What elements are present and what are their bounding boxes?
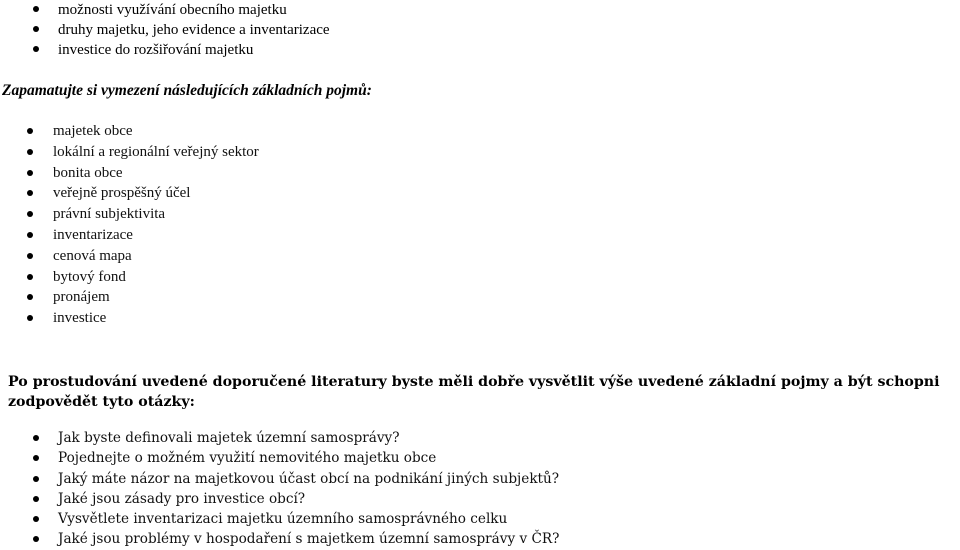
questions-list (58, 428, 559, 550)
list-item: investice (53, 308, 259, 329)
bullet-icon (33, 516, 39, 522)
list-item: právní subjektivita (53, 204, 259, 225)
list-item: Jaké jsou zásady pro investice obcí? (58, 489, 559, 509)
bullet-icon (33, 476, 39, 482)
bullet-icon (27, 274, 33, 280)
list-item: majetek obce (53, 121, 259, 142)
bullet-icon (33, 435, 39, 441)
bullet-icon (27, 170, 33, 176)
bullet-icon (27, 149, 33, 155)
list-item: lokální a regionální veřejný sektor (53, 142, 259, 163)
list-item: cenová mapa (53, 246, 259, 267)
list-item: veřejně prospěšný účel (53, 183, 259, 204)
list-item: investice do rozšiřování majetku (58, 40, 330, 60)
list-item: bytový fond (53, 267, 259, 288)
intro-topic-list (58, 0, 330, 60)
bullet-icon (33, 6, 39, 12)
concepts-heading: Zapamatujte si vymezení následujících základních pojmů: (2, 82, 372, 99)
list-item: Vysvětlete inventarizaci majetku územního samosprávného celku (58, 509, 559, 529)
list-item: Jaký máte názor na majetkovou účast obcí na podnikání jiných subjektů? (58, 469, 559, 489)
questions-heading: Po prostudování uvedené doporučené literatury byste měli dobře vysvětlit výše uvedené základní pojmy a být schopni zodpovědět tyto otázky: (8, 374, 940, 410)
bullet-icon (27, 253, 33, 259)
list-item: Jak byste definovali majetek územní samosprávy? (58, 428, 559, 448)
list-item: bonita obce (53, 163, 259, 184)
concepts-list (53, 121, 259, 329)
list-item: pronájem (53, 287, 259, 308)
bullet-icon (27, 190, 33, 196)
list-item: inventarizace (53, 225, 259, 246)
list-item: možnosti využívání obecního majetku (58, 0, 330, 20)
bullet-icon (33, 46, 39, 52)
bullet-icon (27, 232, 33, 238)
bullet-icon (27, 211, 33, 217)
list-item: Pojednejte o možném využití nemovitého majetku obce (58, 448, 559, 468)
bullet-icon (33, 496, 39, 502)
bullet-icon (27, 315, 33, 321)
list-item: druhy majetku, jeho evidence a inventarizace (58, 20, 330, 40)
bullet-icon (33, 536, 39, 542)
bullet-icon (33, 26, 39, 32)
bullet-icon (33, 455, 39, 461)
bullet-icon (27, 128, 33, 134)
bullet-icon (27, 294, 33, 300)
list-item: Jaké jsou problémy v hospodaření s majetkem územní samosprávy v ČR? (58, 529, 559, 549)
